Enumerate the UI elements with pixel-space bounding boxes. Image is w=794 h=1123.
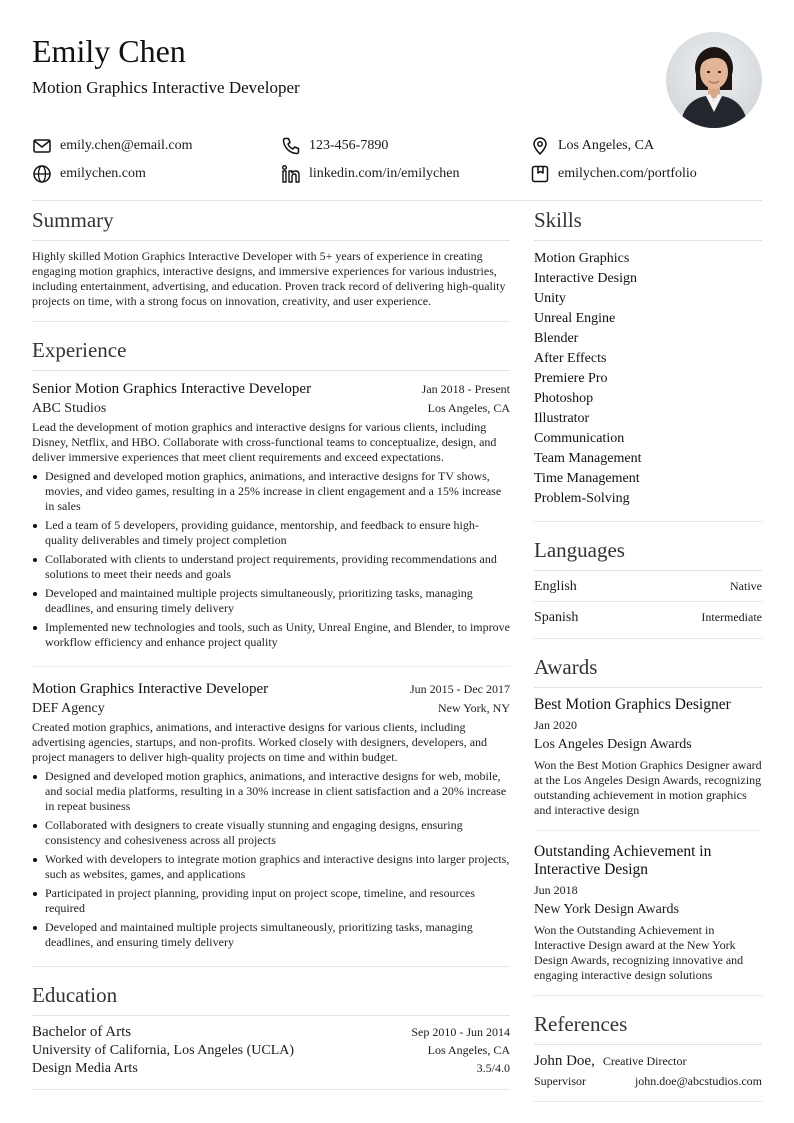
references-section <box>534 1010 762 1102</box>
skill-item: Unreal Engine <box>534 311 616 326</box>
reference-role: Creative Director <box>602 1054 687 1068</box>
portfolio-icon <box>530 164 550 184</box>
phone-icon <box>281 136 301 156</box>
job-dates: Jun 2015 - Dec 2017 <box>410 682 510 696</box>
skill-item: Illustrator <box>534 411 590 426</box>
job-title: Motion Graphics Interactive Developer <box>32 681 269 697</box>
education-dates: Sep 2010 - Jun 2014 <box>411 1025 510 1039</box>
job-dates: Jan 2018 - Present <box>421 382 510 396</box>
award-organization: New York Design Awards <box>534 902 679 917</box>
award-item <box>534 696 762 831</box>
education-degree: Bachelor of Arts <box>32 1024 132 1040</box>
job-description: Lead the development of motion graphics and interactive designs for various clients, including Disney, Netflix, and HBO. Collaborate with cross-functional teams to conceptualize, design, and deliver immersive experiences that meet client requirements and exceed expectations. <box>32 420 497 464</box>
contact-linkedin[interactable] <box>281 163 459 185</box>
contact-email[interactable] <box>32 135 193 157</box>
linkedin-text: linkedin.com/in/emilychen <box>309 166 460 181</box>
award-organization: Los Angeles Design Awards <box>534 737 692 752</box>
main-column <box>32 206 510 1104</box>
education-school: University of California, Los Angeles (UCLA) <box>32 1043 295 1058</box>
skill-item: Problem-Solving <box>534 491 630 506</box>
award-date: Jan 2020 <box>534 718 577 732</box>
resume-header <box>32 30 762 130</box>
award-date: Jun 2018 <box>534 883 578 897</box>
education-field: Design Media Arts <box>32 1061 138 1076</box>
language-item <box>534 610 762 626</box>
map-pin-icon <box>530 136 550 156</box>
experience-section <box>32 336 510 967</box>
contact-info <box>32 135 762 191</box>
job-description: Created motion graphics, animations, and interactive designs for various clients, including advertising agencies, startups, and non-profits. Worked closely with designers, developers, and project managers to deliver high-quality projects on time and within budget. <box>32 720 488 764</box>
education-heading: Education <box>32 981 510 1016</box>
skill-item: Time Management <box>534 471 640 486</box>
language-item <box>534 579 762 602</box>
skill-item: Motion Graphics <box>534 251 630 266</box>
skill-item: Blender <box>534 331 579 346</box>
skill-item: Interactive Design <box>534 271 638 286</box>
globe-icon <box>32 164 52 184</box>
skill-item: After Effects <box>534 351 607 366</box>
job-bullet: Developed and maintained multiple projects simultaneously, prioritizing tasks, managing deadlines, and ensuring timely delivery <box>32 586 510 616</box>
linkedin-icon <box>281 164 301 184</box>
reference-email[interactable]: john.doe@abcstudios.com <box>634 1074 762 1088</box>
contact-location <box>530 135 654 157</box>
job-bullet: Collaborated with designers to create visually stunning and engaging designs, ensuring consistency and cohesiveness across all projects <box>32 818 510 848</box>
job-bullets <box>32 469 510 650</box>
awards-heading: Awards <box>534 653 762 688</box>
award-description: Won the Outstanding Achievement in Interactive Design award at the New York Design Awards, recognizing innovative and engaging interactive design solutions <box>534 923 744 982</box>
award-title: Best Motion Graphics Designer <box>534 696 731 713</box>
side-column <box>534 206 762 1116</box>
references-heading: References <box>534 1010 762 1045</box>
job-entry <box>32 379 510 667</box>
email-text: emily.chen@email.com <box>60 138 193 153</box>
job-bullet: Implemented new technologies and tools, such as Unity, Unreal Engine, and Blender, to improve workflow efficiency and enhance project quality <box>32 620 510 650</box>
job-bullets <box>32 769 510 950</box>
contact-website[interactable] <box>32 163 146 185</box>
languages-section <box>534 536 762 639</box>
job-location: Los Angeles, CA <box>427 401 510 415</box>
skills-section <box>534 206 762 522</box>
summary-heading: Summary <box>32 206 510 241</box>
job-bullet: Designed and developed motion graphics, animations, and interactive designs for web, mobile, and social media platforms, resulting in a 30% increase in client satisfaction and a 20% increase in repeat business <box>32 769 510 814</box>
languages-heading: Languages <box>534 536 762 571</box>
phone-text: 123-456-7890 <box>309 138 389 153</box>
skill-item: Team Management <box>534 451 642 466</box>
job-bullet: Led a team of 5 developers, providing guidance, mentorship, and feedback to ensure high-quality deliverables and timely project completion <box>32 518 510 548</box>
job-title: Senior Motion Graphics Interactive Developer <box>32 381 312 397</box>
portfolio-text: emilychen.com/portfolio <box>558 166 697 181</box>
skill-item: Photoshop <box>534 391 594 406</box>
reference-name: John Doe, <box>534 1053 595 1069</box>
language-name: English <box>534 579 577 594</box>
education-location: Los Angeles, CA <box>427 1043 510 1057</box>
profile-photo-image <box>666 32 762 128</box>
job-bullet: Designed and developed motion graphics, animations, and interactive designs for TV shows, movies, and video games, resulting in a 25% increase in client engagement and a 15% increase in sales <box>32 469 510 514</box>
award-item <box>534 843 762 983</box>
job-bullet: Developed and maintained multiple projects simultaneously, prioritizing tasks, managing deadlines, and ensuring timely delivery <box>32 920 510 950</box>
reference-relation: Supervisor <box>534 1074 586 1088</box>
language-level: Intermediate <box>701 610 762 624</box>
award-title: Outstanding Achievement in Interactive Design <box>534 843 712 878</box>
skills-heading: Skills <box>534 206 762 241</box>
job-bullet: Collaborated with clients to understand project requirements, providing recommendations and solutions to meet their needs and goals <box>32 552 510 582</box>
education-section <box>32 981 510 1090</box>
website-text: emilychen.com <box>60 166 146 181</box>
skill-item: Unity <box>534 291 566 306</box>
language-level: Native <box>730 579 762 593</box>
job-company: DEF Agency <box>32 701 105 716</box>
experience-heading: Experience <box>32 336 510 371</box>
job-entry <box>32 679 510 950</box>
summary-text: Highly skilled Motion Graphics Interactive Developer with 5+ years of experience in creating engaging motion graphics, interactive designs, and immersive experiences for various industries, including entertainment, advertising, and education. Proven track record of delivering high-quality projects on time, with a strong focus on innovation, creativity, and user experience. <box>32 249 506 308</box>
awards-section <box>534 653 762 996</box>
job-bullet: Participated in project planning, providing input on project scope, timeline, and resources required <box>32 886 510 916</box>
job-bullet: Worked with developers to integrate motion graphics and interactive designs into larger projects, such as websites, games, and applications <box>32 852 510 882</box>
header-divider <box>32 200 762 201</box>
contact-phone[interactable] <box>281 135 388 157</box>
job-company: ABC Studios <box>32 401 107 416</box>
job-location: New York, NY <box>437 701 510 715</box>
language-name: Spanish <box>534 610 579 625</box>
award-description: Won the Best Motion Graphics Designer award at the Los Angeles Design Awards, recognizing outstanding achievement in motion graphics and interactive design <box>534 758 762 817</box>
contact-portfolio[interactable] <box>530 163 697 185</box>
mail-icon <box>32 136 52 156</box>
profile-photo <box>666 32 762 128</box>
skill-item: Communication <box>534 431 625 446</box>
summary-section <box>32 206 510 322</box>
education-gpa: 3.5/4.0 <box>476 1061 510 1075</box>
candidate-name: Emily Chen <box>32 33 186 69</box>
skill-item: Premiere Pro <box>534 371 608 386</box>
location-text: Los Angeles, CA <box>558 138 655 153</box>
candidate-title: Motion Graphics Interactive Developer <box>32 78 300 97</box>
